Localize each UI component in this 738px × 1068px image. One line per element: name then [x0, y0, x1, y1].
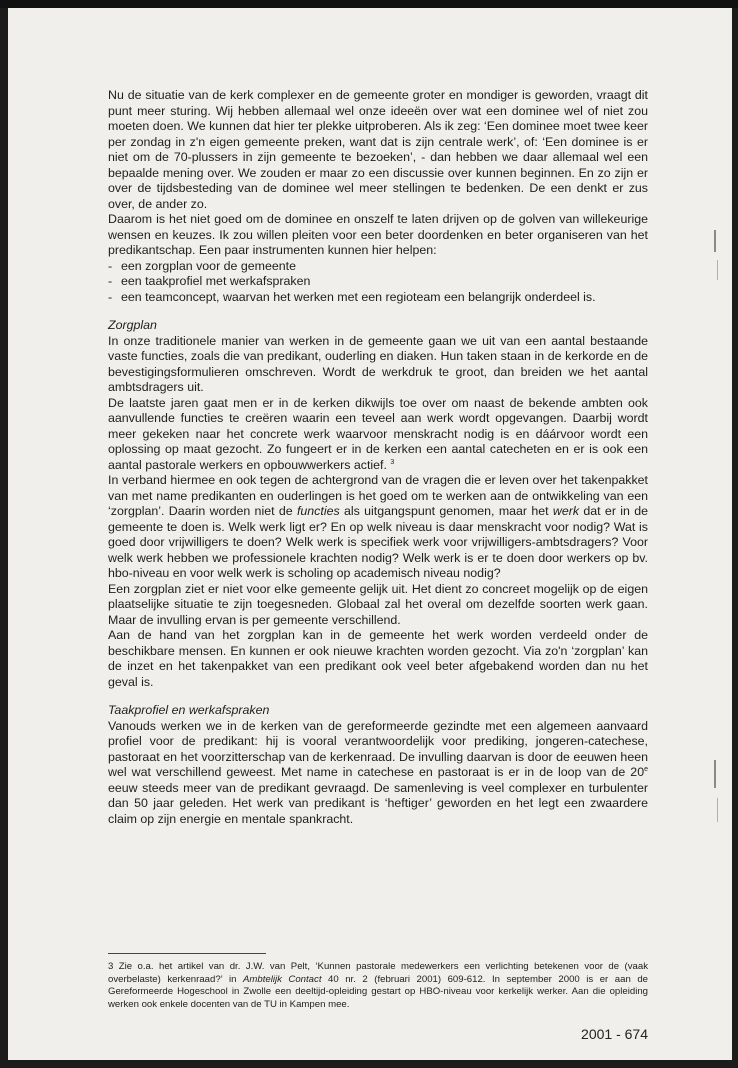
superscript: e	[644, 765, 648, 773]
document-page	[8, 8, 732, 1060]
paragraph: Aan de hand van het zorgplan kan in de gemeente het werk worden verdeeld onder de beschikbare mensen. En kunnen er ook nieuwe krachten worden gezocht. Via zo'n ‘zorgplan’ kan de inzet en het takenpakket van een predikant ook veel beter afgebakend worden dan nu het geval is.	[108, 628, 648, 689]
paragraph-text: dat er in de gemeente te doen is. Welk werk ligt er? En op welk niveau is daar menskracht voor nodig? Wat is goed door vrijwilligers te doen? Welk werk is specifiek werk voor vrijwilligers-ambtsdragers? Voor welk werk hebben we professionele krachten nodig? Welk werk is er te doen door werkers op bv. hbo-niveau en voor welk werk is scholing op academisch niveau nodig?	[108, 504, 648, 580]
emphasis: functies	[296, 504, 340, 518]
paragraph: In onze traditionele manier van werken in de gemeente gaan we uit van een aantal bestaande vaste functies, zoals die van predikant, ouderling en diaken. Hun taken staan in de kerkorde en de bevestigingsformulieren omschreven. Wordt de werkdruk te groot, dan breiden we het aantal ambtsdragers uit.	[108, 333, 648, 394]
paragraph	[108, 473, 648, 582]
body-text	[108, 88, 648, 827]
section-heading-zorgplan: Zorgplan	[108, 318, 157, 332]
paragraph-text: De laatste jaren gaat men er in de kerken dikwijls toe over om naast de bekende ambten ook aanvullende functies te creëren waarin een teveel aan werk wordt opgevangen. Daarbij wordt meer gekeken naar het concrete werk waarvoor menskracht nodig is en dáárvoor wordt een oplossing op maat gezocht. Zo fungeert er in de kerken een aantal catecheten en er is ook een aantal pastorale werkers en opbouwwerkers actief.	[108, 395, 648, 472]
page-number: 2001 - 674	[581, 1026, 648, 1042]
footnote-ref: 3	[390, 458, 395, 466]
paragraph-text: als uitgangspunt genomen, maar het	[339, 504, 553, 518]
footnote-text: 40 nr. 2 (februari 2001) 609-612. In september 2000 is er aan de Gereformeerde Hogeschool in Zwolle een deeltijd-opleiding gestart op HBO-niveau voor kerkelijk werker. Aan die opleiding werken ook enkele docenten van de TU in Kampen mee.	[108, 973, 648, 1010]
paragraph	[108, 396, 648, 474]
paragraph: Daarom is het niet goed om de dominee en onszelf te laten drijven op de golven van willekeurige wensen en keuzes. Ik zou willen pleiten voor een beter doordenken en beter organiseren van het predikantschap. Een paar instrumenten kunnen hier helpen:	[108, 212, 648, 257]
list-item: - een taakprofiel met werkafspraken	[108, 274, 648, 290]
paragraph: Een zorgplan ziet er niet voor elke gemeente gelijk uit. Het dient zo concreet mogelijk op de eigen plaatselijke situatie te zijn toegesneden. Globaal zal het overal om dezelfde soorten werk gaan. Maar de invulling ervan is per gemeente verschillend.	[108, 581, 648, 627]
paragraph-text: Vanouds werken we in de kerken van de gereformeerde gezindte met een algemeen aanvaard profiel voor de predikant: hij is vooral verantwoordelijk voor prediking, jongeren-catechese, pastoraat en het voorzitterschap van de kerkenraad. De invulling daarvan is door de eeuwen heen wel wat verschillend geweest. Met name in catechese en pastoraat is er in de loop van de 20	[108, 718, 648, 779]
scan-mark	[717, 260, 718, 280]
footnote-text: 3 Zie o.a. het artikel van dr. J.W. van Pelt, ‘Kunnen pastorale medewerkers een verlichting betekenen voor de (vaak overbelaste) kerkenraad?’ in	[108, 961, 648, 985]
footnote-emphasis: Ambtelijk Contact	[242, 973, 322, 985]
section-heading-taakprofiel: Taakprofiel en werkafspraken	[108, 703, 270, 717]
paragraph-text: eeuw steeds meer van de predikant gevraagd. De samenleving is veel complexer en turbulenter dan 50 jaar geleden. Het werk van predikant is ‘heftiger’ geworden en het legt een zwaardere claim op zijn energie en mentale spankracht.	[108, 780, 648, 826]
scan-mark	[717, 798, 718, 822]
scan-mark	[714, 230, 716, 252]
list-item: - een zorgplan voor de gemeente	[108, 259, 648, 275]
list-item: - een teamconcept, waarvan het werken met een regioteam een belangrijk onderdeel is.	[108, 290, 648, 306]
scan-mark	[714, 760, 716, 788]
paragraph: Nu de situatie van de kerk complexer en de gemeente groter en mondiger is geworden, vraagt dit punt meer sturing. Wij hebben allemaal wel onze ideeën over wat een dominee wel of niet zou moeten doen. We kunnen dat hier ter plekke uitproberen. Als ik zeg: ‘Een dominee moet twee keer per zondag in z'n eigen gemeente preken, want dat is zijn centrale werk’, of: ‘Een dominee is er niet om de 70-plussers in zijn gemeente te bezoeken’, - dan hebben we daar allemaal wel een bepaalde mening over. We zouden er maar zo een discussie over kunnen beginnen. En zo zijn er over de tijdsbesteding van de dominee wel meer stellingen te bedenken. De een denkt er zus over, de ander zo.	[108, 88, 648, 211]
instrument-list	[108, 259, 648, 306]
paragraph	[108, 719, 648, 828]
footnote-divider	[108, 953, 266, 954]
scan-border	[0, 0, 738, 8]
footnote	[108, 961, 648, 1011]
paragraph-text: In verband hiermee en ook tegen de achtergrond van de vragen die er leven over het takenpakket van met name predikanten en ouderlingen is het goed om te werken aan de ontwikkeling van een ‘zorgplan’. Daarin worden niet de	[108, 473, 648, 518]
emphasis: werk	[552, 504, 580, 518]
